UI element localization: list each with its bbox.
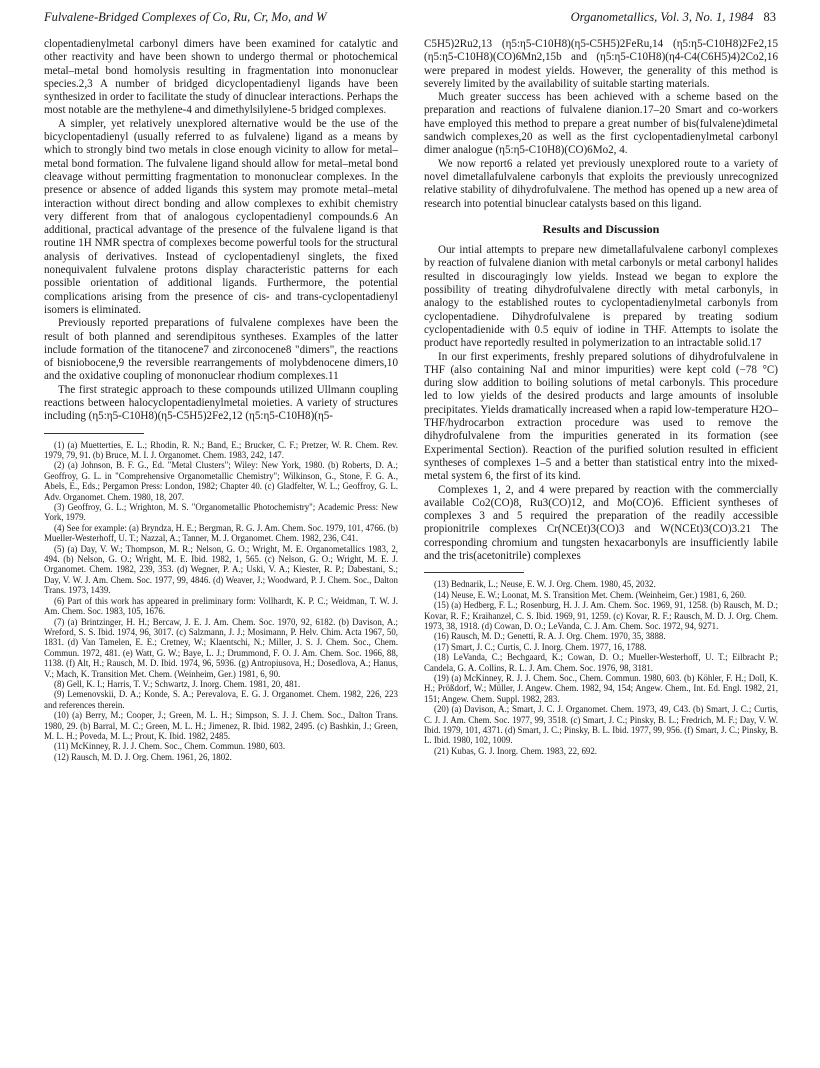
reference-item: (17) Smart, J. C.; Curtis, C. J. Inorg. Chem. 1977, 16, 1788. <box>434 641 647 652</box>
right-column <box>424 38 778 756</box>
reference-item: (5) (a) Day, V. W.; Thompson, M. R.; Nelson, G. O.; Wright, M. E. Organometallics 1983, 2, 494. (b) Nelson, G. O.; Wright, M. E. Ibid. 1982, 1, 565. (c) Nelson, G. O.; Wright, M. E. J. Organomet. Chem. 1982, 239, 353. (d) Wegner, P. A.; Uski, V. A.; Kiester, R. P.; Dabestani, S.; Day, V. W. J. Am. Chem. Soc. 1977, 99, 4846. (d) Weaver, J.; Woodward, P. J. Chem. Soc., Dalton Trans. 1973, 1439. <box>44 543 398 596</box>
reference-item: (2) (a) Johnson, B. F. G., Ed. "Metal Clusters"; Wiley: New York, 1980. (b) Roberts, D. A.; Geoffroy, G. L. in "Comprehensive Organometallic Chemistry"; Wilkinson, G., Stone, F. G. A., Abels, E., Eds.; Pergamon Press: London, 1982; Chapter 40. (c) Gladfelter, W. L.; Geoffroy, G. L. Adv. Organomet. Chem. 1980, 18, 207. <box>44 460 398 502</box>
reference-item: (8) Gell, K. I.; Harris, T. V.; Schwartz, J. Inorg. Chem. 1981, 20, 481. <box>54 678 301 689</box>
reference-item: (13) Bednarik, L.; Neuse, E. W. J. Org. Chem. 1980, 45, 2032. <box>434 579 656 590</box>
reference-item: (12) Rausch, M. D. J. Org. Chem. 1961, 26, 1802. <box>54 751 232 762</box>
reference-item: (1) (a) Muetterties, E. L.; Rhodin, R. N.; Band, E.; Brucker, C. F.; Pretzer, W. R. Chem. Rev. 1979, 79, 91. (b) Bruce, M. I. J. Organomet. Chem. 1983, 242, 147. <box>44 439 398 461</box>
body-paragraph: We now report6 a related yet previously unexplored route to a variety of novel dimetallafulvalene carbonyls that exploits the previously unrecognized relative stability of dihydrofulvalene. The method has opened up a new area of research into potential binuclear catalysts based on this ligand. <box>424 157 778 210</box>
page-number: 83 <box>763 9 776 24</box>
reference-item: (9) Lemenovskii, D. A.; Konde, S. A.; Perevalova, E. G. J. Organomet. Chem. 1982, 226, 223 and references therein. <box>44 689 398 710</box>
body-paragraph: Complexes 1, 2, and 4 were prepared by reaction with the commercially available Co2(CO)8, Ru3(CO)12, and Mo(CO)6. Efficient syntheses of complexes 3 and 5 required the preparation of the readily accessible propionitrile complexes Cr(NCEt)3(CO)3 and W(NCEt)3(CO)3.21 The corresponding chromium and tungsten hexacarbonyls are insufficiently labile and the tris(acetonitrile) complexes <box>424 483 778 562</box>
journal-citation: Organometallics, Vol. 3, No. 1, 1984 <box>570 9 754 24</box>
reference-item: (21) Kubas, G. J. Inorg. Chem. 1983, 22, 692. <box>434 745 598 756</box>
footnote-rule <box>44 433 144 434</box>
reference-item: (20) (a) Davison, A.; Smart, J. C. J. Organomet. Chem. 1973, 49, C43. (b) Smart, J. C.; Curtis, C. J. J. Am. Chem. Soc. 1977, 99, 3518. (c) Smart, J. C.; Pinsky, B. L.; Fredrich, M. F.; Day, V. W. Ibid. 1979, 101, 4371. (d) Smart, J. C.; Pinsky, B. L. Ibid. 1977, 99, 956. (f) Smart, J. C.; Pinsky, B. L. Ibid. 1980, 102, 1009. <box>424 704 778 746</box>
reference-item: (7) (a) Brintzinger, H. H.; Bercaw, J. E. J. Am. Chem. Soc. 1970, 92, 6182. (b) Davison, A.; Wreford, S. S. Ibid. 1974, 96, 3017. (c) Salzmann, J. J.; Mosimann, P. Helv. Chim. Acta 1967, 50, 1831. (d) Van Tamelen, E. E.; Cretney, W.; Klaentschi, N.; Miller, J. S. J. Chem. Soc., Chem. Commun. 1972, 481. (e) Watt, G. W.; Baye, L. J.; Drummond, F. O. J. Am. Chem. Soc. 1966, 88, 1138. (f) Alt, H.; Rausch, M. D. Ibid. 1974, 96, 5936. (g) Antropiusova, H.; Dosedlova, A.; Hanus, V.; Mach, K. Transition Met. Chem. (Weinheim, Ger.) 1981, 6, 90. <box>44 616 398 679</box>
reference-item: (3) Geoffroy, G. L.; Wrighton, M. S. "Organometallic Photochemistry"; Academic Press: New York, 1979. <box>44 502 398 523</box>
reference-list <box>44 440 398 763</box>
reference-item: (15) (a) Hedberg, F. L.; Rosenburg, H. J. J. Am. Chem. Soc. 1969, 91, 1258. (b) Rausch, M. D.; Kovar, R. F.; Kraihanzel, C. S. Ibid. 1969, 91, 1259. (c) Kovar, R. F.; Rausch, M. D. J. Org. Chem. 1973, 38, 1918. (d) Cowan, D. O.; LeVanda, C. J. Am. Chem. Soc. 1972, 94, 9271. <box>424 600 778 631</box>
body-paragraph: In our first experiments, freshly prepared solutions of dihydrofulvalene in THF (also containing NaI and minor impurities) were kept cold (−78 °C) during slow addition to boiling solutions of metal carbonyls. This procedure led to low yields of the desired products and large amounts of insoluble precipitates. Yields dramatically increased when a rapid low-temperature H2O–THF/hydrocarbon extraction procedure was used to remove the dihydrofulvalene from the impurities generated in its formation (see Experimental Section). Reaction of the purified solution resulted in efficient syntheses of complexes 1–5 and a better than statistical entry into the mixed-metal system 6, the first of its kind. <box>424 350 778 483</box>
reference-list <box>424 579 778 756</box>
journal-info <box>571 10 776 25</box>
body-paragraph: C5H5)2Ru2,13 (η5:η5-C10H8)(η5-C5H5)2FeRu,14 (η5:η5-C10H8)2Fe2,15 (η5:η5-C10H8)(CO)6Mn2,15b and (η5:η5-C10H8)(η4-C4(C6H5)4)2Co2,16 were prepared in modest yields. However, the generality of this method is severely limited by the availability of suitable starting materials. <box>424 38 778 90</box>
reference-item: (11) McKinney, R. J. J. Chem. Soc., Chem. Commun. 1980, 603. <box>54 741 286 752</box>
body-paragraph: Previously reported preparations of fulvalene complexes have been the result of both planned and serendipitous syntheses. Examples of the latter include formation of the titanocene7 and zirconocene8 "dimers", the reactions of bisniobocene,9 the reversible rearrangements of molybdenocene dimers,10 and the oxidative coupling of mononuclear rhodium complexes.11 <box>44 317 398 383</box>
body-paragraph: A simpler, yet relatively unexplored alternative would be the use of the bicyclopentadienyl (usually referred to as fulvalene) ligand as a means by which to strongly bind two metals in close enough vicinity to allow for metal–metal bond formation. The fulvalene ligand should allow for metal–metal bond cleavage without permitting fragmentation to mononuclear complexes. In the presence or absence of added ligands this system may promote metal–metal interaction without direct bonding and allow complexes to exhibit chemistry very different from that of analogous cyclopentadienyl compounds.6 An additional, practical advantage of the presence of the fulvalene ligand is that routine 1H NMR spectra of complexes become powerful tools for the structural analysis of derivatives. Instead of cyclopentadienyl singlets, the fixed nonequivalent fulvalene protons display characteristic patterns for each possible orientation of additional ligands. Furthermore, the potential complications arising from the presence of cis- and trans-cyclopentadienyl isomers is eliminated. <box>44 117 398 316</box>
running-header <box>44 6 776 28</box>
left-column <box>44 38 398 762</box>
footnote-rule <box>424 572 524 573</box>
body-paragraph: clopentadienylmetal carbonyl dimers have been examined for catalytic and other reactivity and have been shown to undergo thermal or photochemical metal–metal bond homolysis resulting in fragmentation into mononuclear species.2,3 A number of bridged dicyclopentadienyl ligands have been synthesized in order to facilitate the study of dinuclear interactions. Perhaps the most notable are the methylene-4 and dimethylsilylene-5 bridged complexes. <box>44 38 398 117</box>
running-title: Fulvalene-Bridged Complexes of Co, Ru, Cr, Mo, and W <box>44 9 327 24</box>
reference-item: (6) Part of this work has appeared in preliminary form: Vollhardt, K. P. C.; Weidman, T. W. J. Am. Chem. Soc. 1983, 105, 1676. <box>44 595 398 617</box>
reference-item: (18) LeVanda, C.; Bechgaard, K.; Cowan, D. O.; Mueller-Westerhoff, U. T.; Eilbracht P.; Candela, G. A. Collins, R. L. J. Am. Chem. Soc. 1976, 98, 3181. <box>424 652 778 673</box>
reference-item: (14) Neuse, E. W.; Loonat, M. S. Transition Met. Chem. (Weinheim, Ger.) 1981, 6, 260. <box>434 589 747 600</box>
reference-item: (4) See for example: (a) Bryndza, H. E.; Bergman, R. G. J. Am. Chem. Soc. 1979, 101, 4766. (b) Mueller-Westerhoff, U. T.; Nazzal, A.; Tanner, M. J. Organomet. Chem. 1982, 236, C41. <box>44 522 398 544</box>
section-heading: Results and Discussion <box>542 221 660 236</box>
body-paragraph: Our intial attempts to prepare new dimetallafulvalene carbonyl complexes by reaction of fulvalene dianion with metal carbonyls or metal carbonyl halides resulted in discouragingly low yields. Instead we began to explore the possibility of treating dihydrofulvalene directly with metal carbonyls, in analogy to the established routes to cyclopentadienylmetal carbonyls from cyclopentadiene. Dihydrofulvalene is prepared by treating sodium cyclopentadienide with 0.5 equiv of iodine in THF. Attempts to isolate the product have reportedly resulted in polymerization to an intractable solid.17 <box>424 244 778 350</box>
reference-item: (10) (a) Berry, M.; Cooper, J.; Green, M. L. H.; Simpson, S. J. J. Chem. Soc., Dalton Trans. 1980, 29. (b) Barral, M. C.; Green, M. L. H.; Jimenez, R. Ibid. 1982, 2495. (c) Bashkin, J.; Green, M. L. H.; Poveda, M. L.; Prout, K. Ibid. 1982, 2485. <box>44 710 398 741</box>
body-paragraph: The first strategic approach to these compounds utilized Ullmann coupling reactions between halocyclopentadienylmetal moieties. A variety of structures including (η5:η5-C10H8)(η5-C5H5)2Fe2,12 (η5:η5-C10H8)(η5- <box>44 383 398 423</box>
reference-item: (19) (a) McKinney, R. J. J. Chem. Soc., Chem. Commun. 1980, 603. (b) Köhler, F. H.; Doll, K. H.; Prößdorf, W.; Müller, J. Angew. Chem. 1982, 94, 154; Angew. Chem., Int. Ed. Engl. 1982, 21, 151; Angew. Chem. Suppl. 1982, 283. <box>424 672 778 704</box>
reference-item: (16) Rausch, M. D.; Genetti, R. A. J. Org. Chem. 1970, 35, 3888. <box>434 631 666 642</box>
body-paragraph: Much greater success has been achieved with a scheme based on the preparation and reactions of fulvalene dianion.17–20 Smart and co-workers have employed this method to prepare a great number of bis(fulvalene)dimetal sandwich complexes,20 as well as the first cyclopentadienylmetal carbonyl dimer analogue (η5:η5-C10H8)(CO)6Mo2, 4. <box>424 91 778 157</box>
